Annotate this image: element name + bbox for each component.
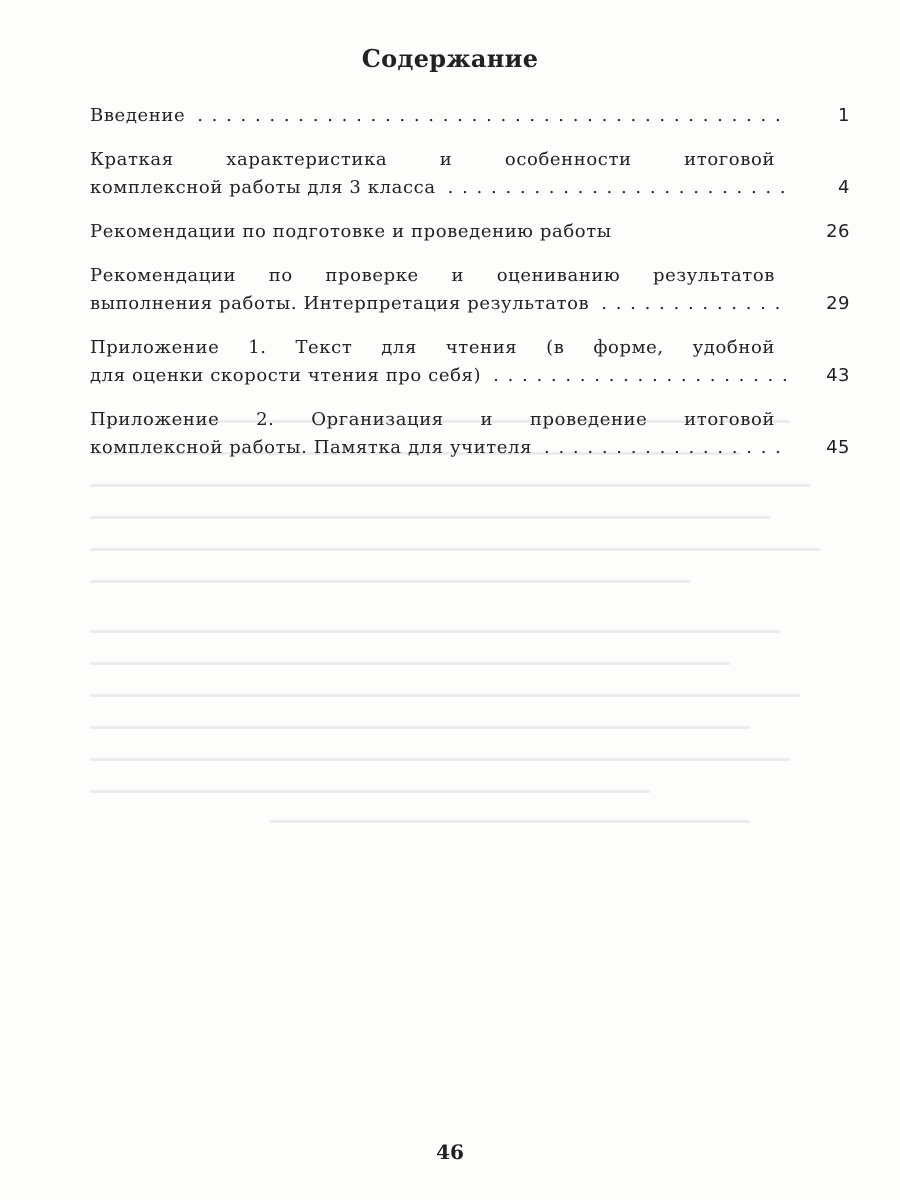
toc-entry-last-line	[90, 102, 850, 130]
toc-entry-text: Введение	[90, 105, 186, 126]
bleed-through-line	[90, 694, 800, 697]
toc-title: Содержание	[361, 44, 539, 73]
bleed-through-line	[90, 758, 790, 761]
toc-entry-last-line	[90, 290, 850, 318]
toc-entry[interactable]	[90, 146, 850, 202]
toc-entry-text: комплексной работы. Памятка для учителя	[90, 437, 533, 458]
page-number: 46	[436, 1140, 464, 1164]
toc-entry-last-line	[90, 174, 850, 202]
bleed-through-line	[90, 484, 810, 487]
toc-page-number: 4	[838, 177, 850, 198]
toc-page-number: 1	[838, 105, 850, 126]
toc-entry-line: Рекомендации по проверке и оцениванию результатов	[90, 265, 775, 286]
toc-entry[interactable]	[90, 334, 850, 390]
bleed-through-line	[270, 820, 750, 823]
toc-page-number: 45	[826, 437, 850, 458]
bleed-through-line	[90, 580, 690, 583]
toc-page-number: 26	[826, 221, 850, 242]
toc-page-number: 29	[826, 293, 850, 314]
bleed-through-line	[90, 726, 750, 729]
toc-dot-leader	[185, 102, 790, 130]
toc-entry-text: комплексной работы для 3 класса	[90, 177, 436, 198]
toc-entry[interactable]	[90, 102, 850, 130]
bleed-through-line	[90, 548, 820, 551]
table-of-contents	[90, 102, 850, 478]
bleed-through-line	[90, 662, 730, 665]
toc-entry-last-line	[90, 362, 850, 390]
toc-entry-line: Приложение 2. Организация и проведение итоговой	[90, 409, 775, 430]
bleed-through-line	[90, 790, 650, 793]
toc-entry-text: Рекомендации по подготовке и проведению работы	[90, 221, 612, 242]
toc-entry-line: Краткая характеристика и особенности итоговой	[90, 149, 775, 170]
toc-entry[interactable]	[90, 218, 850, 246]
toc-dot-leader	[481, 362, 790, 390]
bleed-through-line	[90, 516, 770, 519]
toc-entry[interactable]	[90, 262, 850, 318]
toc-entry-line: Приложение 1. Текст для чтения (в форме, удобной	[90, 337, 775, 358]
toc-dot-leader	[532, 434, 790, 462]
toc-dot-leader	[436, 174, 790, 202]
bleed-through-line	[90, 630, 780, 633]
toc-entry[interactable]	[90, 406, 850, 462]
toc-entry-text: для оценки скорости чтения про себя)	[90, 365, 482, 386]
toc-entry-last-line	[90, 218, 850, 246]
toc-entry-last-line	[90, 434, 850, 462]
toc-entry-text: выполнения работы. Интерпретация результатов	[90, 293, 590, 314]
toc-page-number: 43	[826, 365, 850, 386]
toc-dot-leader	[589, 290, 790, 318]
